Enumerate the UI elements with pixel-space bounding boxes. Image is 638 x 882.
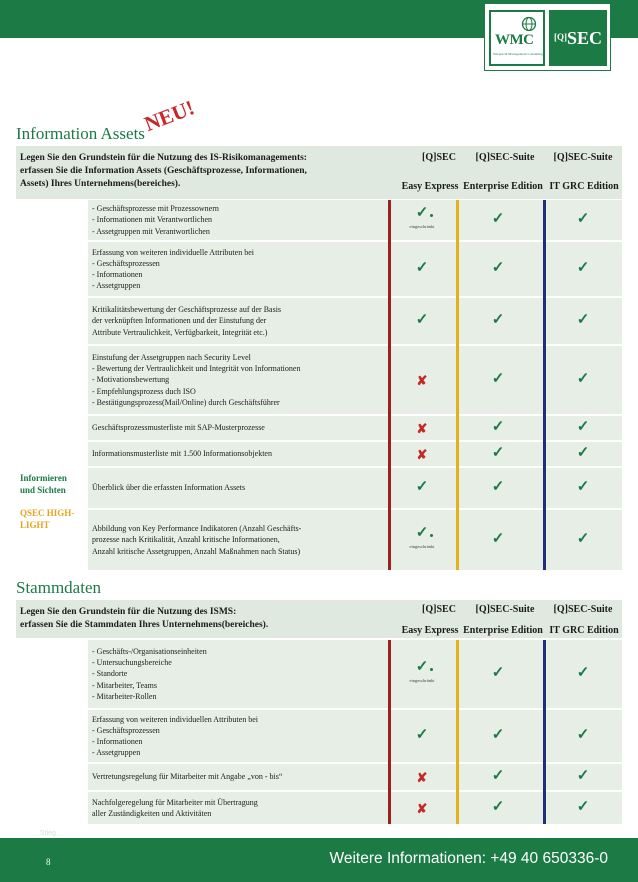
check-icon: ✓ [576, 479, 590, 495]
header-line: Assets) Ihres Unternehmens(bereiches). [20, 179, 181, 189]
column-divider-qsec [388, 200, 391, 570]
section1-header-text [20, 152, 375, 191]
row-line: - Untersuchungsbereiche [92, 658, 172, 668]
row-description [92, 203, 219, 237]
check-icon: ✓ [491, 479, 505, 495]
row-line: Nachfolgeregelung für Mitarbeiter mit Übertragung [92, 797, 258, 807]
column-edition-easy-express: Easy Express [401, 625, 459, 636]
check-icon: ✓ [415, 312, 429, 328]
row-line: Abbildung von Key Performance Indikatoren (Anzahl Geschäfts- [92, 524, 302, 534]
section2-header [16, 600, 622, 638]
row-line: Vertretungsregelung für Mitarbeiter mit Angabe „von - bis“ [92, 772, 283, 782]
row-line: Geschäftsprozessmusterliste mit SAP-Musterprozesse [92, 423, 265, 433]
row-line: - Standorte [92, 669, 128, 679]
header-line: Legen Sie den Grundstein für die Nutzung des IS-Risikomanagements: [20, 153, 307, 163]
row-description [92, 448, 272, 459]
check-icon: ✓ [576, 665, 590, 681]
row-description [92, 771, 282, 782]
check-icon: ✓ [491, 371, 505, 387]
footer-contact-info: Weitere Informationen: +49 40 650336-0 [329, 850, 608, 867]
check-icon: ✓ [491, 260, 505, 276]
header-line: erfassen Sie die Information Assets (Geschäftsprozesse, Informationen, [20, 166, 307, 176]
row-line: - Assetgruppen [92, 281, 141, 291]
limited-dot-icon [430, 214, 433, 217]
check-icon: ✓ [576, 445, 590, 461]
column-name-suite-itgrc: [Q]SEC-Suite [553, 152, 613, 163]
limited-label: eingeschränkt [409, 224, 435, 229]
row-description [92, 797, 258, 819]
column-name-qsec: [Q]SEC [422, 152, 456, 163]
column-edition-itgrc: IT GRC Edition [549, 181, 619, 192]
row-line: - Assetgruppen mit Verantwortlichen [92, 226, 210, 236]
check-icon: ✓ [576, 371, 590, 387]
cross-icon: ✘ [416, 447, 428, 462]
qsec-logo [549, 10, 607, 66]
check-icon: ✓ [576, 211, 590, 227]
check-icon: ✓ [415, 659, 429, 675]
row-description [92, 352, 300, 408]
row-line: - Motivationsbewertung [92, 375, 170, 385]
row-line: - Mitarbeiter, Teams [92, 680, 157, 690]
column-edition-itgrc: IT GRC Edition [549, 625, 619, 636]
check-icon: ✓ [491, 445, 505, 461]
side-label-highlight: QSEC HIGH- LIGHT [20, 508, 75, 530]
new-badge: NEU! [141, 95, 198, 137]
row-line: - Geschäftsprozesse mit Prozessownern [92, 204, 219, 214]
row-line: Informationsmusterliste mit 1.500 Informationsobjekten [92, 449, 272, 459]
check-icon: ✓ [491, 768, 505, 784]
check-icon: ✓ [491, 727, 505, 743]
column-name-suite-itgrc: [Q]SEC-Suite [553, 604, 613, 615]
globe-icon [521, 16, 537, 32]
row-line: Attribute Vertraulichkeit, Verfügbarkeit, Integrität etc.) [92, 327, 268, 337]
row-line: Erfassung von weiteren individuellen Attributen bei [92, 714, 258, 724]
check-icon: ✓ [491, 665, 505, 681]
row-description [92, 422, 265, 433]
column-divider-qsec [388, 640, 391, 824]
column-divider-enterprise [456, 200, 459, 570]
column-divider-itgrc [543, 200, 546, 570]
check-icon: ✓ [415, 205, 429, 221]
column-name-suite-enterprise: [Q]SEC-Suite [475, 152, 535, 163]
row-line: Anzahl kritische Assetgruppen, Anzahl Maßnahmen nach Status) [92, 546, 301, 556]
column-edition-enterprise: Enterprise Edition [463, 625, 543, 636]
row-description [92, 482, 245, 493]
row-description [92, 247, 254, 292]
column-edition-easy-express: Easy Express [401, 181, 459, 192]
check-icon: ✓ [491, 312, 505, 328]
check-icon: ✓ [576, 260, 590, 276]
row-line: - Geschäftsprozessen [92, 725, 160, 735]
cross-icon: ✘ [416, 770, 428, 785]
row-line: - Bewertung der Vertraulichkeit und Integrität von Informationen [92, 364, 301, 374]
row-line: - Empfehlungsprozess duch ISO [92, 386, 196, 396]
logo-group [484, 3, 611, 71]
row-line: der verknüpften Informationen und der Einstufung der [92, 316, 267, 326]
header-line: erfassen Sie die Stammdaten Ihres Unternehmens(bereiches). [20, 620, 269, 630]
check-icon: ✓ [491, 799, 505, 815]
section1-header [16, 146, 622, 199]
check-icon: ✓ [576, 531, 590, 547]
row-description [92, 304, 281, 338]
row-line: aller Zuständigkeiten und Aktivitäten [92, 809, 212, 818]
qsec-logo-text: SEC [567, 28, 603, 48]
row-line: - Assetgruppen [92, 748, 141, 758]
column-edition-enterprise: Enterprise Edition [463, 181, 543, 192]
limited-dot-icon [430, 668, 433, 671]
column-name-suite-enterprise: [Q]SEC-Suite [475, 604, 535, 615]
cross-icon: ✘ [416, 373, 428, 388]
row-line: - Mitarbeiter-Rollen [92, 691, 157, 701]
check-icon: ✓ [415, 525, 429, 541]
cross-icon: ✘ [416, 801, 428, 816]
wmc-logo-text: WMC [495, 32, 534, 48]
check-icon: ✓ [415, 479, 429, 495]
column-divider-itgrc [543, 640, 546, 824]
row-line: Kritikalitätsbewertung der Geschäftsprozesse auf der Basis [92, 305, 282, 315]
check-icon: ✓ [491, 419, 505, 435]
section-title-stammdaten: Stammdaten [16, 578, 101, 597]
check-icon: ✓ [576, 727, 590, 743]
wmc-logo [489, 10, 545, 66]
row-line: - Informationen mit Verantwortlichen [92, 215, 213, 225]
limited-label: eingeschränkt [409, 544, 435, 549]
check-icon: ✓ [415, 260, 429, 276]
column-name-qsec: [Q]SEC [422, 604, 456, 615]
footer-ghost-text: Stieg [40, 830, 56, 837]
row-line: Einstufung der Assetgruppen nach Security Level [92, 353, 251, 362]
row-description [92, 523, 301, 557]
row-line: - Geschäftsprozessen [92, 258, 160, 268]
wmc-logo-subtitle: Wieprecht Management Consulting [493, 52, 543, 56]
check-icon: ✓ [491, 531, 505, 547]
side-label-inform: Informieren und Sichten [20, 473, 67, 495]
limited-dot-icon [430, 534, 433, 537]
row-description [92, 646, 207, 702]
cross-icon: ✘ [416, 421, 428, 436]
column-divider-enterprise [456, 640, 459, 824]
check-icon: ✓ [415, 727, 429, 743]
row-line: Erfassung von weiteren individuelle Attributen bei [92, 247, 254, 257]
check-icon: ✓ [576, 768, 590, 784]
row-line: Überblick über die erfassten Information Assets [92, 483, 246, 493]
page-number: 8 [46, 857, 51, 867]
check-icon: ✓ [576, 799, 590, 815]
qsec-logo-bracket: [Q] [554, 32, 567, 42]
header-line: Legen Sie den Grundstein für die Nutzung des ISMS: [20, 607, 237, 617]
check-icon: ✓ [491, 211, 505, 227]
row-line: - Informationen [92, 737, 143, 746]
limited-label: eingeschränkt [409, 678, 435, 683]
row-description [92, 714, 258, 759]
row-line: prozesse nach Kritikalität, Anzahl kritische Informationen, [92, 535, 280, 545]
row-line: - Bestätigungsprozess(Mail/Online) durch Geschäftsführer [92, 397, 280, 407]
row-line: - Geschäfts-/Organisationseinheiten [92, 647, 207, 656]
check-icon: ✓ [576, 419, 590, 435]
section2-header-text [20, 606, 375, 632]
section-title-information-assets: Information Assets [16, 124, 145, 143]
row-line: - Informationen [92, 270, 143, 279]
check-icon: ✓ [576, 312, 590, 328]
